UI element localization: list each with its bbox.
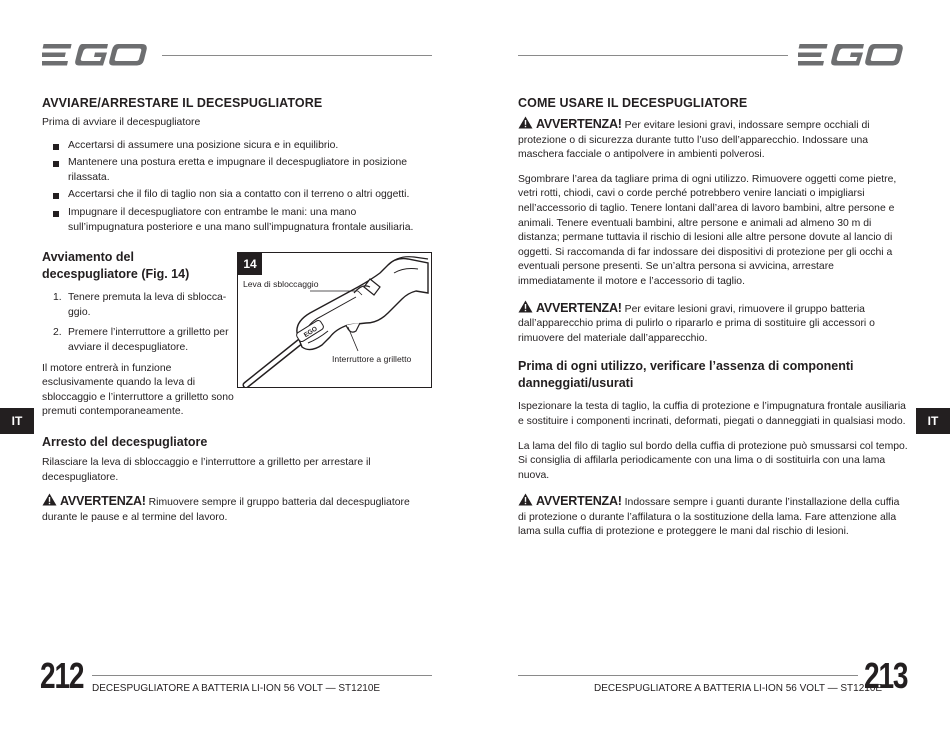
inspect-text: Ispezionare la testa di taglio, la cuffia di protezione e l’impugnatura frontale ausiliaria e sostituire i componenti incrinati, deformati, piegati o danneggiati in qualsiasi modo. (518, 401, 906, 427)
check-heading: Prima di ogni utilizzo, verificare l’assenza di componenti danneggiati/usurati (518, 359, 854, 391)
footer-text: DECESPUGLIATORE A BATTERIA LI-ION 56 VOLT — ST1210E (594, 683, 883, 694)
warning-paragraph (518, 116, 908, 163)
step-text: Premere l’interruttore a grilletto per avviare il decespugliatore. (68, 327, 229, 353)
section-title: AVVIARE/ARRESTARE IL DECESPUGLIATORE (42, 96, 323, 110)
list-item (42, 291, 232, 320)
handle-logo-text: EGO (302, 325, 319, 340)
trimmer-handle-illustration (238, 253, 431, 387)
warning-label: AVVERTENZA! (536, 494, 622, 509)
warning-label: AVVERTENZA! (60, 494, 146, 509)
list-item: Accertarsi di assumere una posizione sicura e in equilibrio. (42, 139, 432, 154)
warning-icon (518, 493, 533, 506)
warning-text: Rimuovere sempre il gruppo batteria dal decespugliatore durante le pause e al termine del lavoro. (42, 497, 410, 523)
stop-warning-paragraph (42, 493, 432, 525)
step-number: 2. (53, 327, 62, 339)
start-heading: Avviamento del decespugliatore (Fig. 14) (42, 250, 190, 282)
page-number: 212 (40, 655, 84, 696)
motor-note: Il motore entrerà in funzione esclusivamente quando la leva di sbloccaggio e l’interruttore a grilletto sono premuti contemporaneamente. (42, 362, 234, 418)
warning-text: Per evitare lesioni gravi, indossare sempre occhiali di protezione o di sicurezza durante tutto l’uso dell’apparecchio. Indossare una maschera facciale o antipolvere in ambienti polverosi. (518, 120, 870, 161)
step-number: 1. (53, 292, 62, 304)
right-page-content (518, 96, 908, 540)
figure-14 (237, 252, 432, 388)
warning-icon (518, 116, 533, 129)
blade-text: La lama del filo di taglio sul bordo della cuffia di protezione può smussarsi col tempo. Si consiglia di affilarla periodicamente con una lima o di sostituirla con una lama nuova. (518, 440, 908, 481)
clear-area-text: Sgombrare l’area da tagliare prima di ogni utilizzo. Rimuovere oggetti come pietre, vetri rotti, chiodi, cavi o corde perché potrebbero venire lanciati o impigliarsi nell’accessorio di taglio. Tenere lontani dall’area di lavoro bambini, altre persone e animali. Tenere eventuali bambini, altre persone e animali ad almeno 30 m di distanza; permane tuttavia il rischio di lesioni alle altre persone dovute al lancio di oggetti. Si raccomanda di far indossare dei dispositivi di protezione per gli occhi a eventuali persone presenti. Se un’altra persona si avvicina, arrestare immediatamente il motore e l’accessorio di taglio. (518, 173, 897, 287)
warning-paragraph (518, 300, 908, 347)
label-trigger-switch: Interruttore a grilletto (332, 354, 412, 364)
start-block (42, 249, 234, 420)
stop-heading: Arresto del decespugliatore (42, 434, 208, 449)
label-release-lever: Leva di sbloccaggio (243, 279, 319, 289)
step-text: Tenere premuta la leva di sbloccaggio. (68, 292, 227, 318)
warning-paragraph (518, 493, 908, 540)
header-divider (518, 55, 788, 56)
warning-icon (42, 493, 57, 506)
list-item: Impugnare il decespugliatore con entrambe le mani: una mano sull’impugnatura posteriore e una mano sull’impugnatura frontale ausiliaria. (42, 206, 432, 235)
precaution-list (42, 139, 432, 236)
footer-text: DECESPUGLIATORE A BATTERIA LI-ION 56 VOLT — ST1210E (92, 683, 381, 694)
figure-number: 14 (238, 253, 262, 275)
warning-label: AVVERTENZA! (536, 300, 622, 315)
language-tab: IT (0, 408, 34, 434)
warning-text: Per evitare lesioni gravi, rimuovere il gruppo batteria dall’apparecchio prima di pulirlo o ripararlo e prima di sostituire gli accessori o rimuovere del materiale dall’apparecchio. (518, 303, 875, 344)
warning-label: AVVERTENZA! (536, 117, 622, 131)
footer-divider (518, 675, 858, 676)
ego-logo (798, 42, 908, 68)
language-tab: IT (916, 408, 950, 434)
ego-logo (42, 42, 152, 68)
page-number: 213 (864, 655, 908, 696)
intro-text: Prima di avviare il decespugliatore (42, 117, 201, 128)
warning-icon (518, 300, 533, 313)
list-item: Mantenere una postura eretta e impugnare il decespugliatore in posizione rilassata. (42, 156, 432, 185)
list-item (42, 326, 232, 355)
header-divider (162, 55, 432, 56)
footer-divider (92, 675, 432, 676)
stop-text: Rilasciare la leva di sbloccaggio e l’interruttore a grilletto per arrestare il decespugliatore. (42, 456, 371, 483)
start-steps (42, 291, 232, 355)
section-title: COME USARE IL DECESPUGLIATORE (518, 96, 748, 110)
warning-text: Indossare sempre i guanti durante l’installazione della cuffia di protezione o durante l’affilatura o la sostituzione della lama. Fare attenzione alla lama sulla cuffia di protezione e proteggere le mani dal rischio di lesioni. (518, 497, 900, 538)
list-item: Accertarsi che il filo di taglio non sia a contatto con il terreno o altri oggetti. (42, 188, 432, 203)
